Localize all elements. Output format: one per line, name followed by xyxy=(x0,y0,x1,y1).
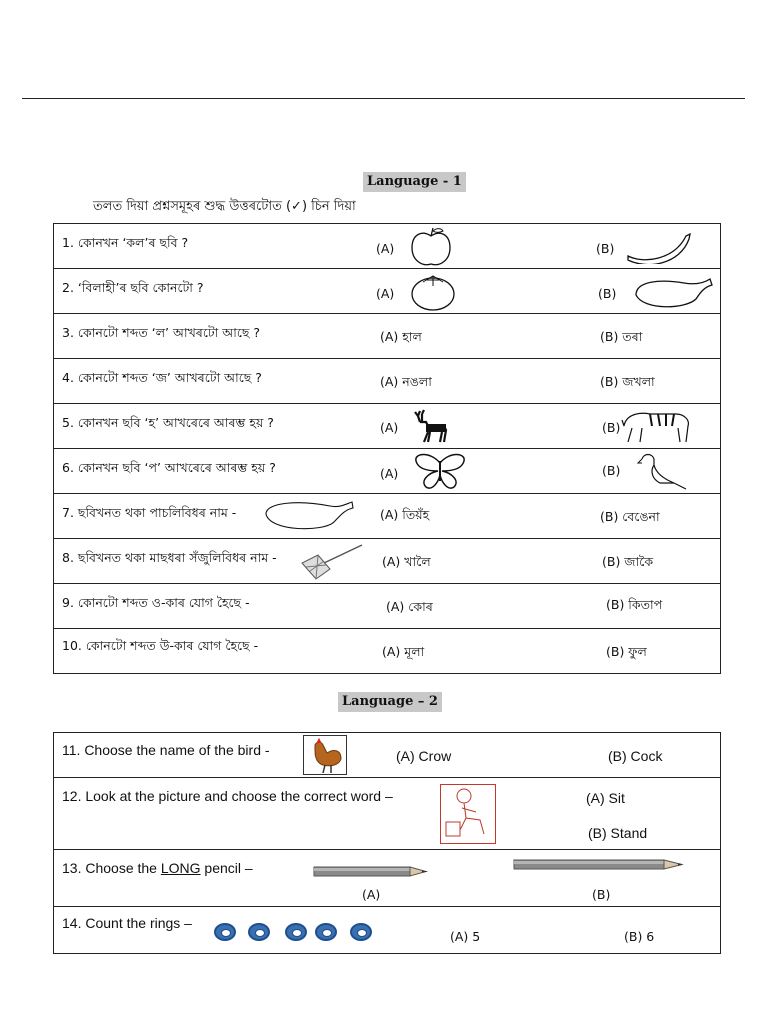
option-b[interactable]: (B) Cock xyxy=(608,748,663,764)
tomato-image[interactable] xyxy=(409,272,457,312)
question-text: 5. কোনখন ছবি ‘হ’ আখৰেৰে আৰম্ভ হয় ? xyxy=(62,415,274,430)
question-text: 3. কোনটো শব্দত ‘ল’ আখৰটো আছে ? xyxy=(62,325,261,340)
section2-title: Language – 2 xyxy=(338,692,442,712)
question-row-8 xyxy=(54,539,720,584)
section2-table xyxy=(53,732,721,954)
question-row-14 xyxy=(54,907,720,953)
question-row-2 xyxy=(54,269,720,314)
question-text: 7. ছবিখনত থকা পাচলিবিধৰ নাম - xyxy=(62,505,237,520)
butterfly-image[interactable] xyxy=(412,451,468,491)
top-rule xyxy=(22,98,745,99)
option-b[interactable]: (B) তৰা xyxy=(600,329,643,344)
option-b[interactable]: (B) Stand xyxy=(588,825,648,841)
section1-table xyxy=(53,223,721,674)
question-row-12 xyxy=(54,778,720,850)
ring-icon xyxy=(350,923,372,941)
short-pencil-image[interactable] xyxy=(312,863,432,879)
question-row-3 xyxy=(54,314,720,359)
question-text xyxy=(62,860,253,876)
emphasis-word: LONG xyxy=(160,860,201,876)
option-b[interactable]: (B) জখলা xyxy=(600,374,655,389)
question-text: 10. কোনটো শব্দত উ-কাৰ যোগ হৈছে - xyxy=(62,638,259,653)
option-a[interactable]: (A) xyxy=(376,241,395,256)
sitting-boy-image[interactable] xyxy=(440,784,496,844)
question-text: 12. Look at the picture and choose the correct word – xyxy=(62,788,393,804)
option-a[interactable]: (A) Sit xyxy=(586,790,625,806)
section1-instruction: তলত দিয়া প্ৰশ্নসমূহৰ শুদ্ধ উত্তৰটোত (✓) চিন দিয়া xyxy=(93,199,356,214)
question-prefix: 13. Choose the xyxy=(62,860,161,876)
ring-icon xyxy=(285,923,307,941)
option-a[interactable]: (A) xyxy=(362,887,381,902)
ring-icon xyxy=(214,923,236,941)
question-row-10 xyxy=(54,629,720,673)
banana-image[interactable] xyxy=(624,230,694,264)
option-b[interactable]: (B) xyxy=(596,241,615,256)
option-a[interactable]: (A) xyxy=(380,420,399,435)
option-b[interactable]: (B) ফুল xyxy=(606,644,647,659)
apple-image[interactable] xyxy=(408,226,454,268)
question-text: 2. ‘বিলাহী’ৰ ছবি কোনটো ? xyxy=(62,280,204,295)
question-text: 11. Choose the name of the bird - xyxy=(62,742,270,758)
question-text: 8. ছবিখনত থকা মাছধৰা সঁজুলিবিধৰ নাম - xyxy=(62,550,277,565)
question-row-13 xyxy=(54,850,720,907)
section1-title: Language - 1 xyxy=(363,172,466,192)
rooster-image[interactable] xyxy=(303,735,347,775)
option-a[interactable]: (A) মূলা xyxy=(382,644,425,659)
question-row-1 xyxy=(54,224,720,269)
parrot-image[interactable] xyxy=(634,451,690,491)
long-pencil-image[interactable] xyxy=(512,856,688,872)
tiger-image[interactable] xyxy=(620,406,692,446)
question-row-6 xyxy=(54,449,720,494)
fishing-net-image[interactable] xyxy=(300,543,364,581)
question-row-9 xyxy=(54,584,720,629)
option-b[interactable]: (B) xyxy=(598,286,617,301)
question-text: 14. Count the rings – xyxy=(62,915,192,931)
option-b[interactable]: (B) xyxy=(602,463,621,478)
question-text: 4. কোনটো শব্দত ‘জ’ আখৰটো আছে ? xyxy=(62,370,262,385)
option-b[interactable]: (B) কিতাপ xyxy=(606,597,663,612)
question-row-5 xyxy=(54,404,720,449)
question-suffix: pencil – xyxy=(200,860,253,876)
ring-icon xyxy=(315,923,337,941)
option-a[interactable]: (A) Crow xyxy=(396,748,452,764)
question-text: 1. কোনখন ‘কল’ৰ ছবি ? xyxy=(62,235,189,250)
option-b[interactable]: (B) xyxy=(602,420,621,435)
brinjal-image[interactable] xyxy=(630,273,714,311)
question-row-7 xyxy=(54,494,720,539)
ring-icon xyxy=(248,923,270,941)
option-a[interactable]: (A) xyxy=(376,286,395,301)
deer-image[interactable] xyxy=(412,408,452,446)
question-row-11 xyxy=(54,733,720,778)
option-a[interactable]: (A) খালৈ xyxy=(382,554,431,569)
option-a[interactable]: (A) 5 xyxy=(450,929,481,944)
option-a[interactable]: (A) তিয়ঁহ xyxy=(380,507,430,522)
option-a[interactable]: (A) কোৰ xyxy=(386,599,433,614)
option-a[interactable]: (A) xyxy=(380,466,399,481)
question-text: 6. কোনখন ছবি ‘প’ আখৰেৰে আৰম্ভ হয় ? xyxy=(62,460,276,475)
option-b[interactable]: (B) জাকৈ xyxy=(602,554,654,569)
option-a[interactable]: (A) হাল xyxy=(380,329,422,344)
option-a[interactable]: (A) নঙলা xyxy=(380,374,432,389)
question-row-4 xyxy=(54,359,720,404)
option-b[interactable]: (B) বেঙেনা xyxy=(600,509,660,524)
option-b[interactable]: (B) 6 xyxy=(624,929,655,944)
question-text: 9. কোনটো শব্দত ও-কাৰ যোগ হৈছে - xyxy=(62,595,250,610)
option-b[interactable]: (B) xyxy=(592,887,611,902)
gourd-image[interactable] xyxy=(260,498,356,534)
